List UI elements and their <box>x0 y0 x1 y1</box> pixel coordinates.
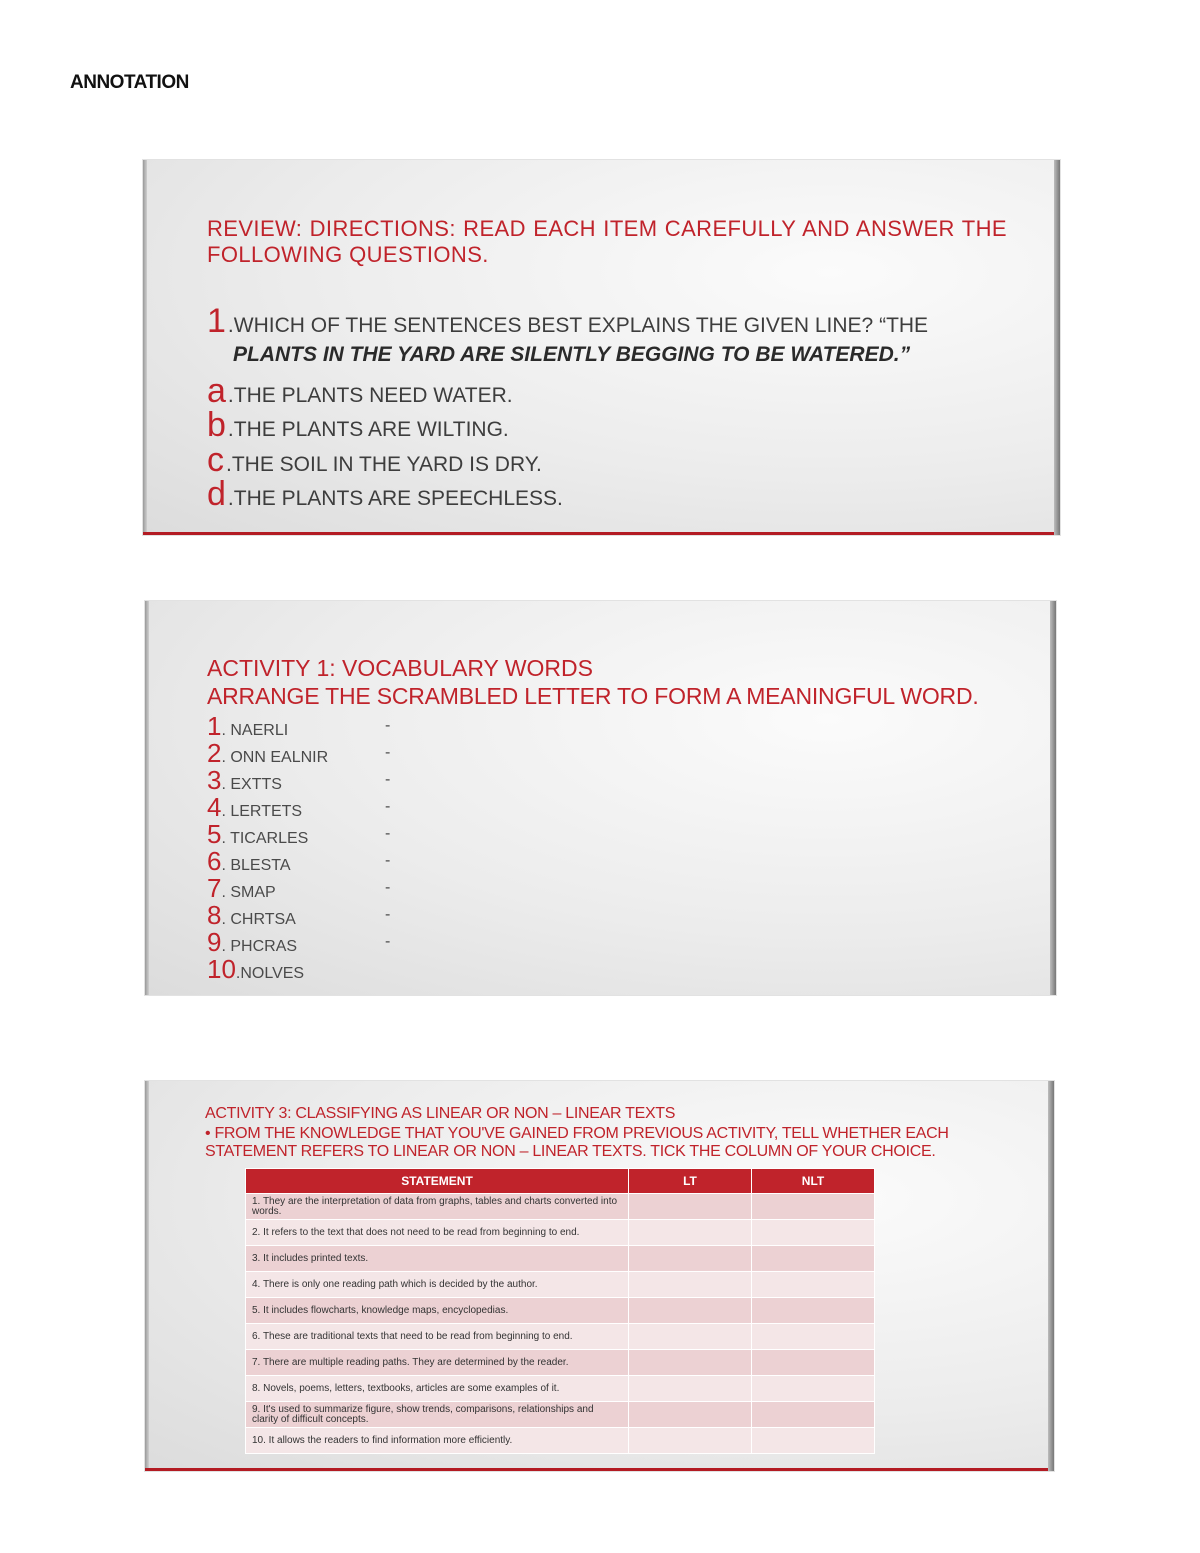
nlt-tick-cell[interactable] <box>752 1246 875 1272</box>
statement-cell: 1. They are the interpretation of data from graphs, tables and charts converted into words. <box>246 1194 629 1220</box>
nlt-tick-cell[interactable] <box>752 1376 875 1402</box>
activity1-title: ACTIVITY 1: VOCABULARY WORDS <box>207 655 593 681</box>
question-text: .WHICH OF THE SENTENCES BEST EXPLAINS THE GIVEN LINE? “THE <box>227 314 929 337</box>
statement-cell: 7. There are multiple reading paths. They are determined by the reader. <box>246 1350 629 1376</box>
scrambled-word: . TICARLES <box>221 830 309 847</box>
lt-tick-cell[interactable] <box>629 1220 752 1246</box>
table-row <box>246 1376 875 1402</box>
lt-tick-cell[interactable] <box>629 1376 752 1402</box>
item-number: 4 <box>207 792 222 822</box>
classification-slide <box>145 1081 1054 1471</box>
item-number: 7 <box>207 873 222 903</box>
nlt-tick-cell[interactable] <box>752 1324 875 1350</box>
option-text: .THE PLANTS ARE WILTING. <box>227 418 509 441</box>
statement-cell: 2. It refers to the text that does not need to be read from beginning to end. <box>246 1220 629 1246</box>
page-label: ANNOTATION <box>70 72 189 93</box>
scrambled-word: . LERTETS <box>221 803 303 820</box>
lt-tick-cell[interactable] <box>629 1428 752 1454</box>
statement-cell: 10. It allows the readers to find information more efficiently. <box>246 1428 629 1454</box>
list-item <box>207 819 391 849</box>
table-row <box>246 1350 875 1376</box>
answer-dash: - <box>385 744 391 761</box>
lt-tick-cell[interactable] <box>629 1324 752 1350</box>
list-item <box>207 873 391 903</box>
header-statement: STATEMENT <box>246 1169 629 1194</box>
answer-dash: - <box>385 798 391 815</box>
scrambled-word: . CHRTSA <box>221 911 296 928</box>
table-row <box>246 1246 875 1272</box>
option-b <box>207 406 509 445</box>
option-letter: c <box>207 441 224 479</box>
table-row <box>246 1402 875 1428</box>
list-item <box>207 792 391 822</box>
nlt-tick-cell[interactable] <box>752 1350 875 1376</box>
statement-cell: 5. It includes flowcharts, knowledge maps, encyclopedias. <box>246 1298 629 1324</box>
classification-table <box>245 1168 875 1454</box>
lt-tick-cell[interactable] <box>629 1350 752 1376</box>
option-letter: a <box>207 372 226 410</box>
scrambled-word: . NAERLI <box>221 722 289 739</box>
lt-tick-cell[interactable] <box>629 1402 752 1428</box>
nlt-tick-cell[interactable] <box>752 1220 875 1246</box>
scrambled-word: . BLESTA <box>221 857 291 874</box>
statement-cell: 6. These are traditional texts that need to be read from beginning to end. <box>246 1324 629 1350</box>
answer-dash: - <box>385 771 391 788</box>
lt-tick-cell[interactable] <box>629 1272 752 1298</box>
slide-accent-line <box>145 1468 1054 1471</box>
option-letter: b <box>207 406 226 444</box>
question-1 <box>207 302 928 341</box>
table-row <box>246 1194 875 1220</box>
scrambled-word: . EXTTS <box>221 776 282 793</box>
table-row <box>246 1324 875 1350</box>
nlt-tick-cell[interactable] <box>752 1298 875 1324</box>
table-row <box>246 1428 875 1454</box>
table-row <box>246 1272 875 1298</box>
list-item <box>207 956 328 983</box>
list-item <box>207 927 391 957</box>
list-item <box>207 765 391 795</box>
answer-dash: - <box>385 879 391 896</box>
list-item <box>207 846 391 876</box>
item-number: 10 <box>207 954 236 984</box>
nlt-tick-cell[interactable] <box>752 1428 875 1454</box>
option-text: .THE PLANTS ARE SPEECHLESS. <box>227 487 563 510</box>
lt-tick-cell[interactable] <box>629 1194 752 1220</box>
lt-tick-cell[interactable] <box>629 1246 752 1272</box>
answer-dash: - <box>385 906 391 923</box>
statement-cell: 4. There is only one reading path which is decided by the author. <box>246 1272 629 1298</box>
option-d <box>207 475 563 514</box>
list-item <box>207 900 391 930</box>
item-number: 3 <box>207 765 222 795</box>
statement-cell: 3. It includes printed texts. <box>246 1246 629 1272</box>
lt-tick-cell[interactable] <box>629 1298 752 1324</box>
scrambled-word: . PHCRAS <box>221 938 298 955</box>
question-number: 1 <box>207 302 226 340</box>
activity1-instruction: ARRANGE THE SCRAMBLED LETTER TO FORM A MEANINGFUL WORD. <box>207 683 979 709</box>
item-number: 8 <box>207 900 222 930</box>
nlt-tick-cell[interactable] <box>752 1272 875 1298</box>
table-header-row <box>246 1169 875 1194</box>
statement-cell: 8. Novels, poems, letters, textbooks, articles are some examples of it. <box>246 1376 629 1402</box>
item-number: 2 <box>207 738 222 768</box>
review-title: REVIEW: DIRECTIONS: READ EACH ITEM CAREFULLY AND ANSWER THE FOLLOWING QUESTIONS. <box>207 216 1007 267</box>
answer-dash: - <box>385 717 391 734</box>
activity3-instruction: • FROM THE KNOWLEDGE THAT YOU'VE GAINED FROM PREVIOUS ACTIVITY, TELL WHETHER EACH STATEMENT REFERS TO LINEAR OR NON – LINEAR TEXTS. TICK THE COLUMN OF YOUR CHOICE. <box>205 1125 949 1160</box>
item-number: 1 <box>207 711 222 741</box>
nlt-tick-cell[interactable] <box>752 1402 875 1428</box>
answer-dash: - <box>385 933 391 950</box>
table-row <box>246 1298 875 1324</box>
review-slide <box>143 160 1060 535</box>
scrambled-word: . ONN EALNIR <box>221 749 329 766</box>
option-text: .THE PLANTS NEED WATER. <box>227 384 513 407</box>
answer-dash: - <box>385 825 391 842</box>
item-number: 6 <box>207 846 222 876</box>
question-quote: PLANTS IN THE YARD ARE SILENTLY BEGGING TO BE WATERED.” <box>233 343 911 366</box>
header-non-linear: NLT <box>752 1169 875 1194</box>
nlt-tick-cell[interactable] <box>752 1194 875 1220</box>
list-item <box>207 738 391 768</box>
option-text: .THE SOIL IN THE YARD IS DRY. <box>226 453 542 476</box>
table-row <box>246 1220 875 1246</box>
header-linear: LT <box>629 1169 752 1194</box>
item-number: 9 <box>207 927 222 957</box>
vocabulary-slide <box>145 601 1056 995</box>
statement-cell: 9. It's used to summarize figure, show trends, comparisons, relationships and clarity of difficult concepts. <box>246 1402 629 1428</box>
item-number: 5 <box>207 819 222 849</box>
list-item <box>207 711 391 741</box>
option-letter: d <box>207 475 226 513</box>
answer-dash: - <box>385 852 391 869</box>
slide-accent-line <box>143 532 1060 535</box>
vocab-list <box>207 711 391 984</box>
scrambled-word: . SMAP <box>221 884 276 901</box>
scrambled-word: .NOLVES <box>235 965 305 982</box>
activity3-title: ACTIVITY 3: CLASSIFYING AS LINEAR OR NON – LINEAR TEXTS <box>205 1105 676 1122</box>
